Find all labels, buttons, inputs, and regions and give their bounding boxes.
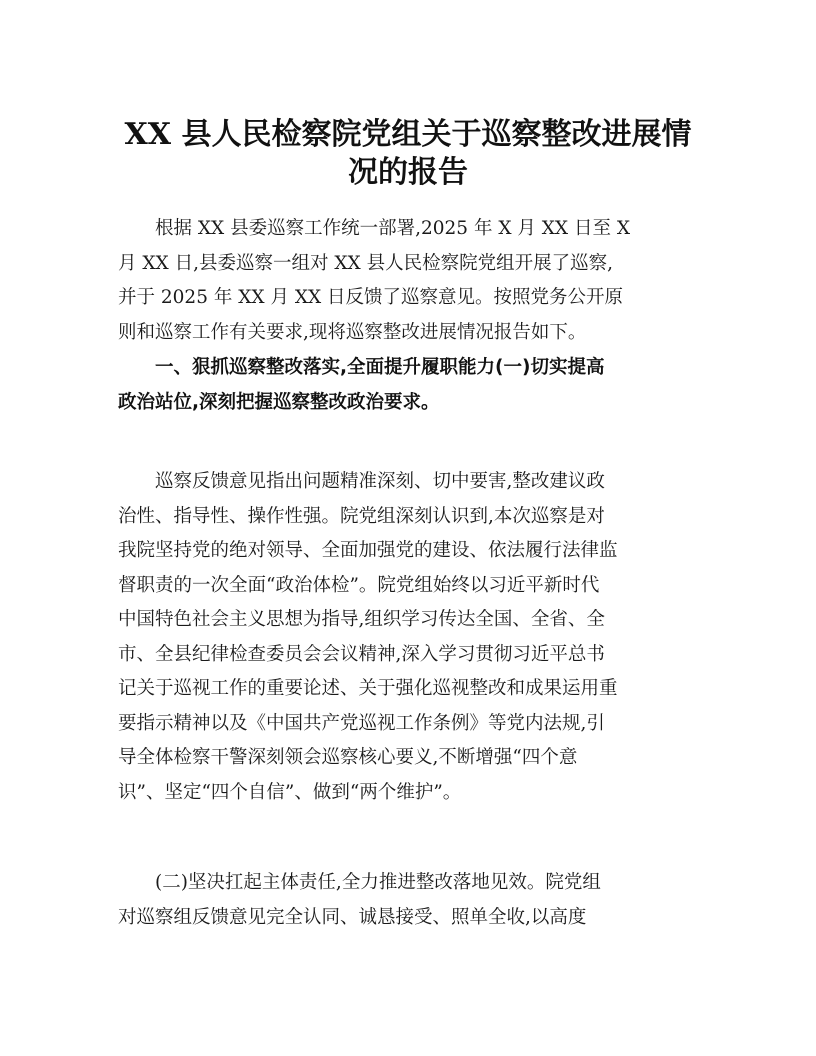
- section-heading-line: 一、狠抓巡察整改落实,全面提升履职能力(一)切实提高: [118, 357, 605, 378]
- intro-paragraph-line: 根据 XX 县委巡察工作统一部署,2025 年 X 月 XX 日至 X: [118, 218, 631, 239]
- body-paragraph-line: 识”、坚定“四个自信”、做到“两个维护”。: [118, 781, 462, 803]
- section-heading-line: 政治站位,深刻把握巡察整改政治要求。: [118, 391, 440, 413]
- body-paragraph-line: (二)坚决扛起主体责任,全力推进整改落地见效。院党组: [118, 872, 601, 893]
- body-paragraph-line: 对巡察组反馈意见完全认同、诚恳接受、照单全收,以高度: [118, 906, 587, 928]
- body-paragraph-line: 巡察反馈意见指出问题精准深刻、切中要害,整改建议政: [118, 471, 605, 492]
- intro-paragraph-line: 并于 2025 年 XX 月 XX 日反馈了巡察意见。按照党务公开原: [118, 287, 624, 308]
- document-title-line-2: 况的报告: [348, 155, 468, 190]
- body-paragraph-line: 要指示精神以及《中国共产党巡视工作条例》等党内法规,引: [118, 712, 605, 734]
- intro-paragraph-line: 月 XX 日,县委巡察一组对 XX 县人民检察院党组开展了巡察,: [118, 252, 613, 274]
- document-title-line-1: XX 县人民检察院党组关于巡察整改进展情: [124, 117, 692, 152]
- body-paragraph-2: [118, 465, 703, 810]
- intro-paragraph: [118, 212, 703, 350]
- body-paragraph-line: 治性、指导性、操作性强。院党组深刻认识到,本次巡察是对: [118, 505, 605, 527]
- intro-paragraph-line: 则和巡察工作有关要求,现将巡察整改进展情况报告如下。: [118, 321, 587, 343]
- section-heading-1: [118, 351, 703, 420]
- body-paragraph-line: 市、全县纪律检查委员会会议精神,深入学习贯彻习近平总书: [118, 643, 605, 665]
- body-paragraph-line: 导全体检察干警深刻领会巡察核心要义,不断增强“四个意: [118, 747, 578, 768]
- body-paragraph-line: 督职责的一次全面“政治体检”。院党组始终以习近平新时代: [118, 574, 600, 596]
- body-paragraph-3: [118, 866, 703, 935]
- body-paragraph-line: 记关于巡视工作的重要论述、关于强化巡视整改和成果运用重: [118, 678, 618, 699]
- body-paragraph-line: 我院坚持党的绝对领导、全面加强党的建设、依法履行法律监: [118, 540, 618, 561]
- body-paragraph-line: 中国特色社会主义思想为指导,组织学习传达全国、全省、全: [118, 609, 605, 630]
